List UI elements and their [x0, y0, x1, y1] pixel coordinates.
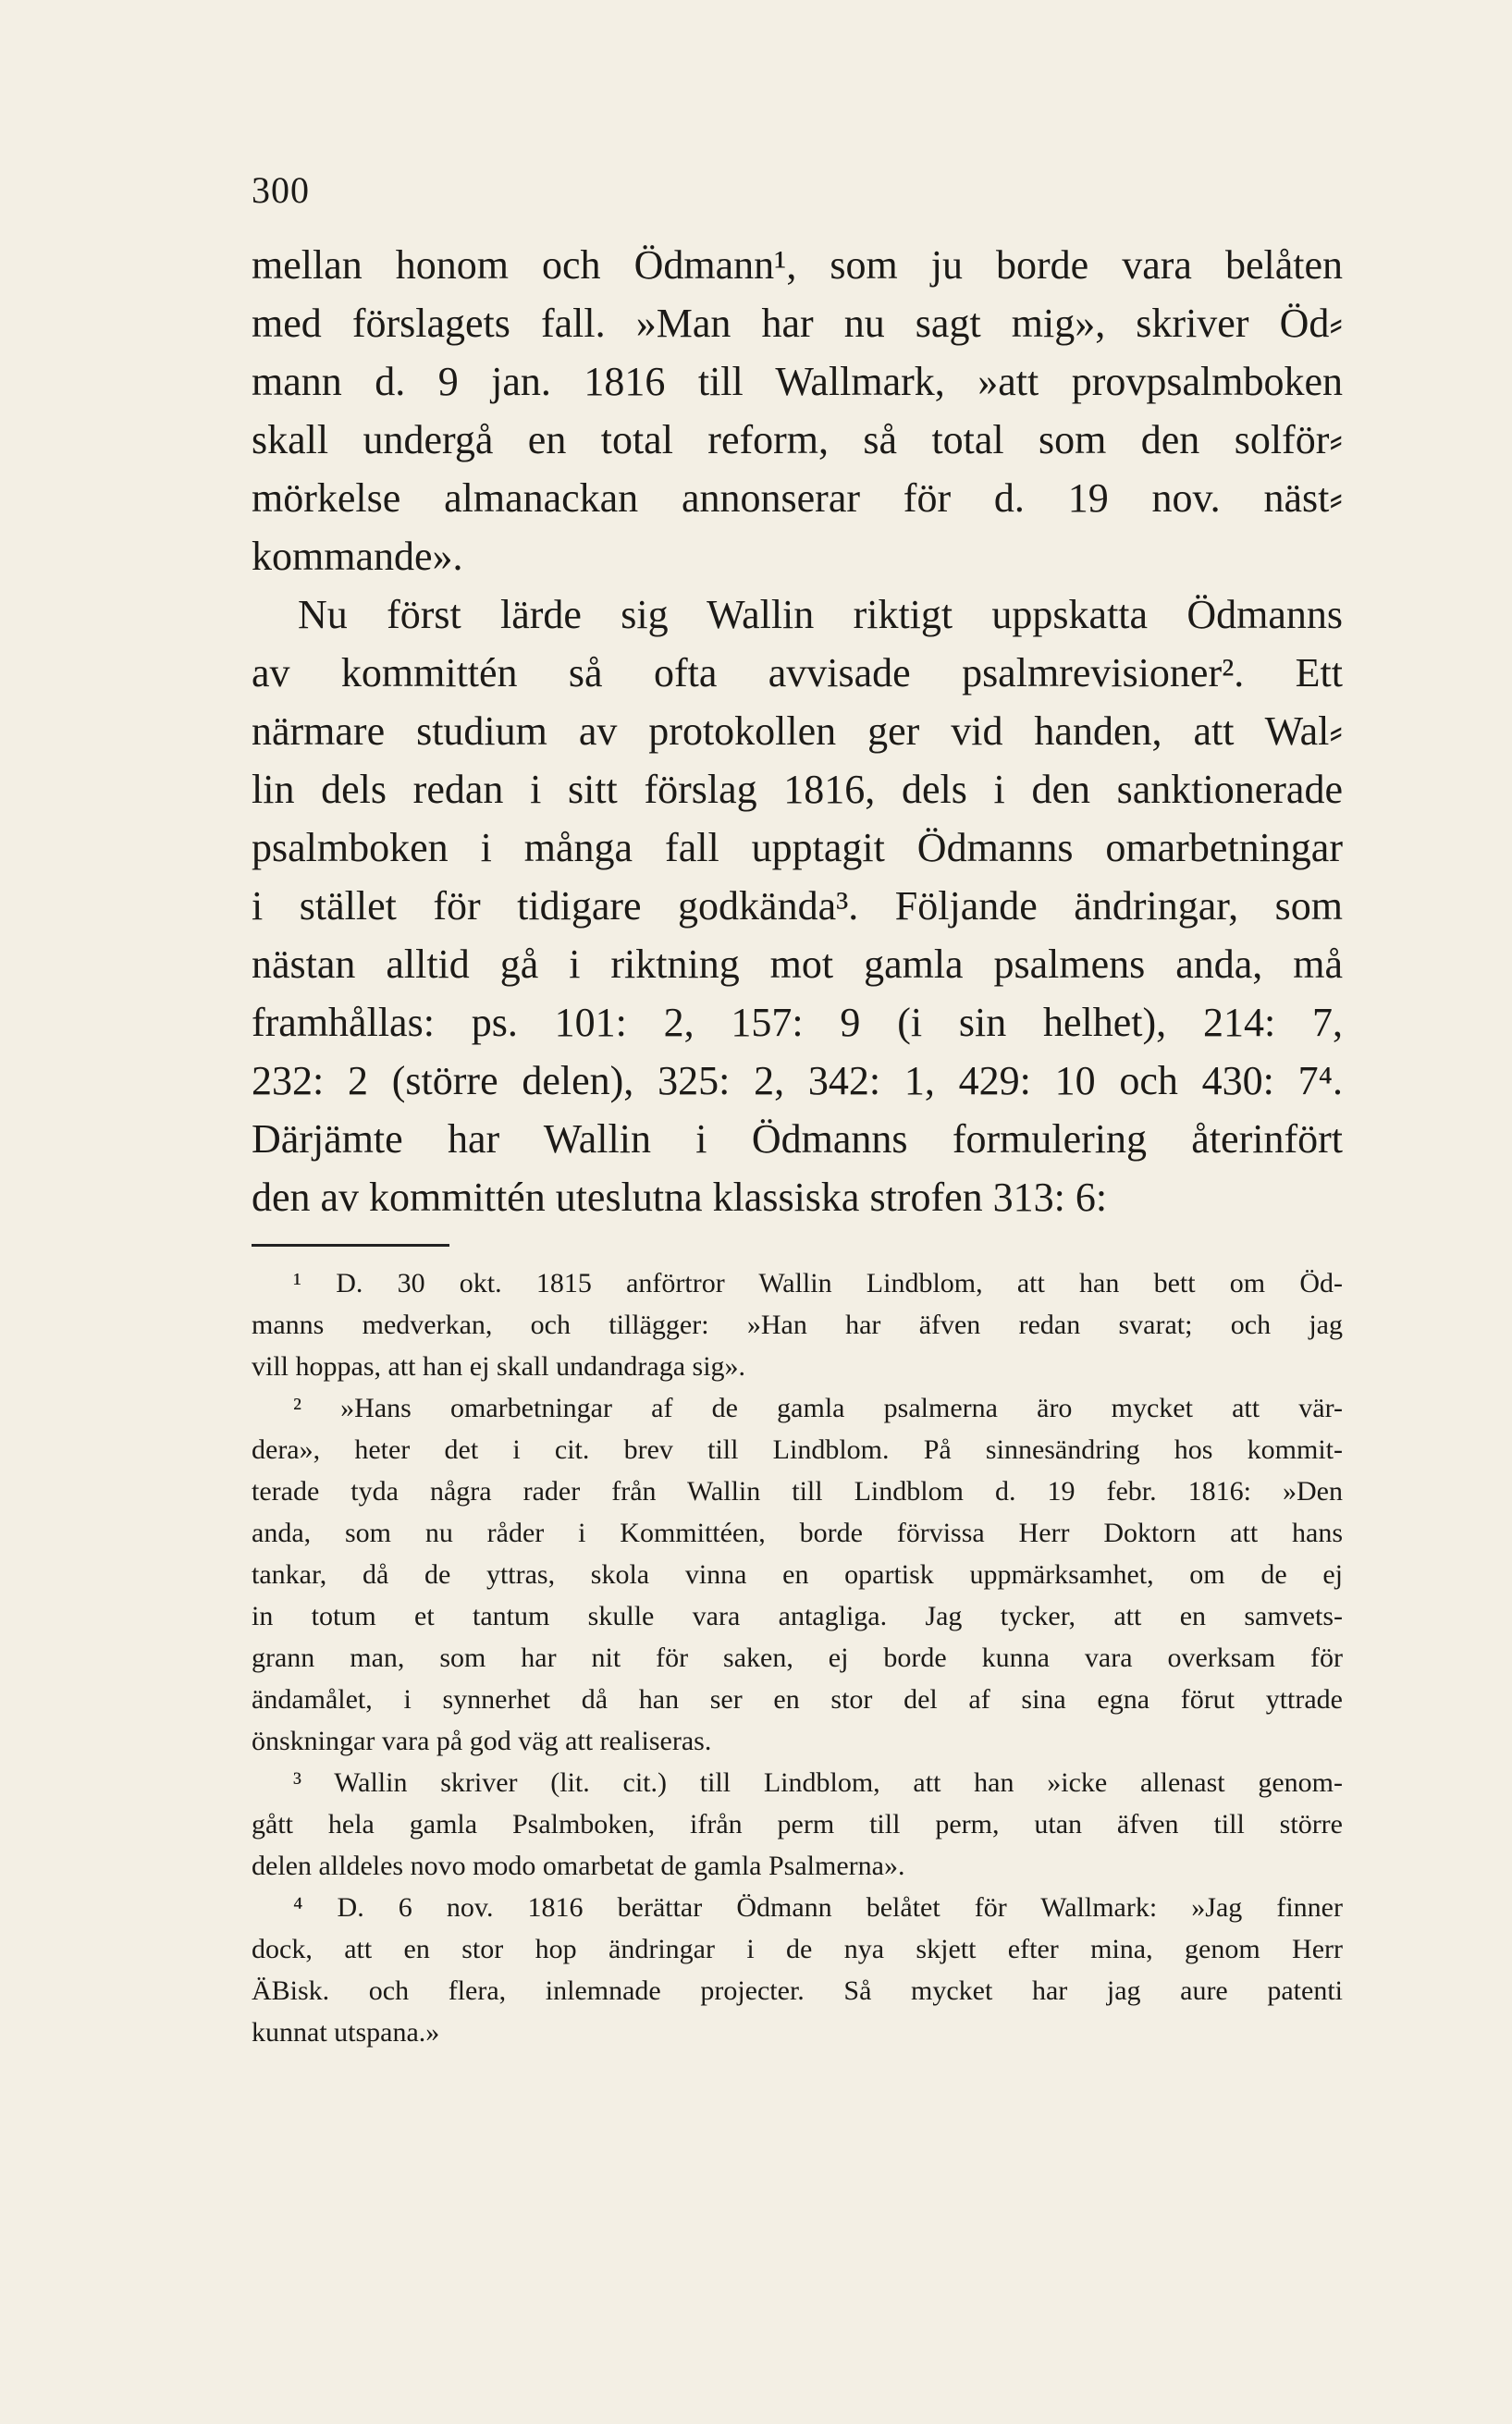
- footnote-line: manns medverkan, och tillägger: »Han har äfven redan svarat; och jag: [252, 1310, 1343, 1340]
- text-line: i stället för tidigare godkända³. Följande ändringar, som: [252, 883, 1343, 929]
- footnote-line: tankar, då de yttras, skola vinna en opartisk uppmärksamhet, om de ej: [252, 1559, 1343, 1590]
- footnote-line: vill hoppas, att han ej skall undandraga sig».: [252, 1351, 746, 1382]
- footnote-line: önskningar vara på god väg att realiseras.: [252, 1726, 712, 1756]
- text-line: lin dels redan i sitt förslag 1816, dels i den sanktionerade: [252, 767, 1343, 812]
- footnote-line: ändamålet, i synnerhet då han ser en stor del af sina egna förut yttrade: [252, 1684, 1343, 1715]
- main-text: [252, 236, 1343, 1226]
- footnote-line: ³ Wallin skriver (lit. cit.) till Lindblom, att han »icke allenast genom-: [293, 1767, 1343, 1798]
- footnote-line: ² »Hans omarbetningar af de gamla psalmerna äro mycket att vär-: [293, 1393, 1343, 1423]
- text-line: 232: 2 (större delen), 325: 2, 342: 1, 429: 10 och 430: 7⁴.: [252, 1058, 1343, 1103]
- footnote-line: delen alldeles novo modo omarbetat de gamla Psalmerna».: [252, 1851, 905, 1881]
- footnotes: [252, 1262, 1343, 2053]
- text-line: Därjämte har Wallin i Ödmanns formulering återinfört: [252, 1116, 1343, 1162]
- footnote-line: grann man, som har nit för saken, ej borde kunna vara overksam för: [252, 1643, 1343, 1673]
- footnote-line: dock, att en stor hop ändringar i de nya skjett efter mina, genom Herr: [252, 1934, 1343, 1964]
- text-line: nästan alltid gå i riktning mot gamla psalmens anda, må: [252, 941, 1343, 987]
- footnote-4: [252, 1887, 1343, 2053]
- footnote-line: dera», heter det i cit. brev till Lindblom. På sinnesändring hos kommit-: [252, 1434, 1343, 1465]
- footnote-2: [252, 1387, 1343, 1762]
- text-line: mann d. 9 jan. 1816 till Wallmark, »att provpsalmboken: [252, 359, 1343, 404]
- text-line: skall undergå en total reform, så total som den solför⸗: [252, 417, 1343, 462]
- text-line: mörkelse almanackan annonserar för d. 19 nov. näst⸗: [252, 475, 1343, 521]
- footnote-line: ÄBisk. och flera, inlemnade projecter. Så mycket har jag aure patenti: [252, 1975, 1343, 2006]
- text-line: närmare studium av protokollen ger vid handen, att Wal⸗: [252, 708, 1343, 754]
- footnote-line: ⁴ D. 6 nov. 1816 berättar Ödmann belåtet för Wallmark: »Jag finner: [293, 1892, 1343, 1923]
- footnote-1: [252, 1262, 1343, 1387]
- text-line: mellan honom och Ödmann¹, som ju borde vara belåten: [252, 242, 1343, 288]
- text-line: Nu först lärde sig Wallin riktigt uppskatta Ödmanns: [298, 592, 1343, 637]
- footnote-line: anda, som nu råder i Kommittéen, borde förvissa Herr Doktorn att hans: [252, 1518, 1343, 1548]
- text-line: med förslagets fall. »Man har nu sagt mig», skriver Öd⸗: [252, 301, 1343, 346]
- text-line: den av kommittén uteslutna klassiska strofen 313: 6:: [252, 1175, 1108, 1220]
- footnote-line: gått hela gamla Psalmboken, ifrån perm till perm, utan äfven till större: [252, 1809, 1343, 1840]
- text-line: psalmboken i många fall upptagit Ödmanns omarbetningar: [252, 825, 1343, 870]
- page-number: 300: [252, 169, 310, 211]
- footnote-line: kunnat utspana.»: [252, 2017, 440, 2048]
- footnote-line: terade tyda några rader från Wallin till Lindblom d. 19 febr. 1816: »Den: [252, 1476, 1343, 1507]
- text-line: av kommittén så ofta avvisade psalmrevisioner². Ett: [252, 650, 1343, 695]
- footnote-line: in totum et tantum skulle vara antagliga. Jag tycker, att en samvets-: [252, 1601, 1343, 1631]
- footnote-divider: [252, 1244, 449, 1247]
- footnote-3: [252, 1762, 1343, 1887]
- text-line: framhållas: ps. 101: 2, 157: 9 (i sin helhet), 214: 7,: [252, 1000, 1343, 1045]
- footnote-line: ¹ D. 30 okt. 1815 anförtror Wallin Lindblom, att han bett om Öd-: [293, 1268, 1343, 1298]
- text-line: kommande».: [252, 534, 463, 579]
